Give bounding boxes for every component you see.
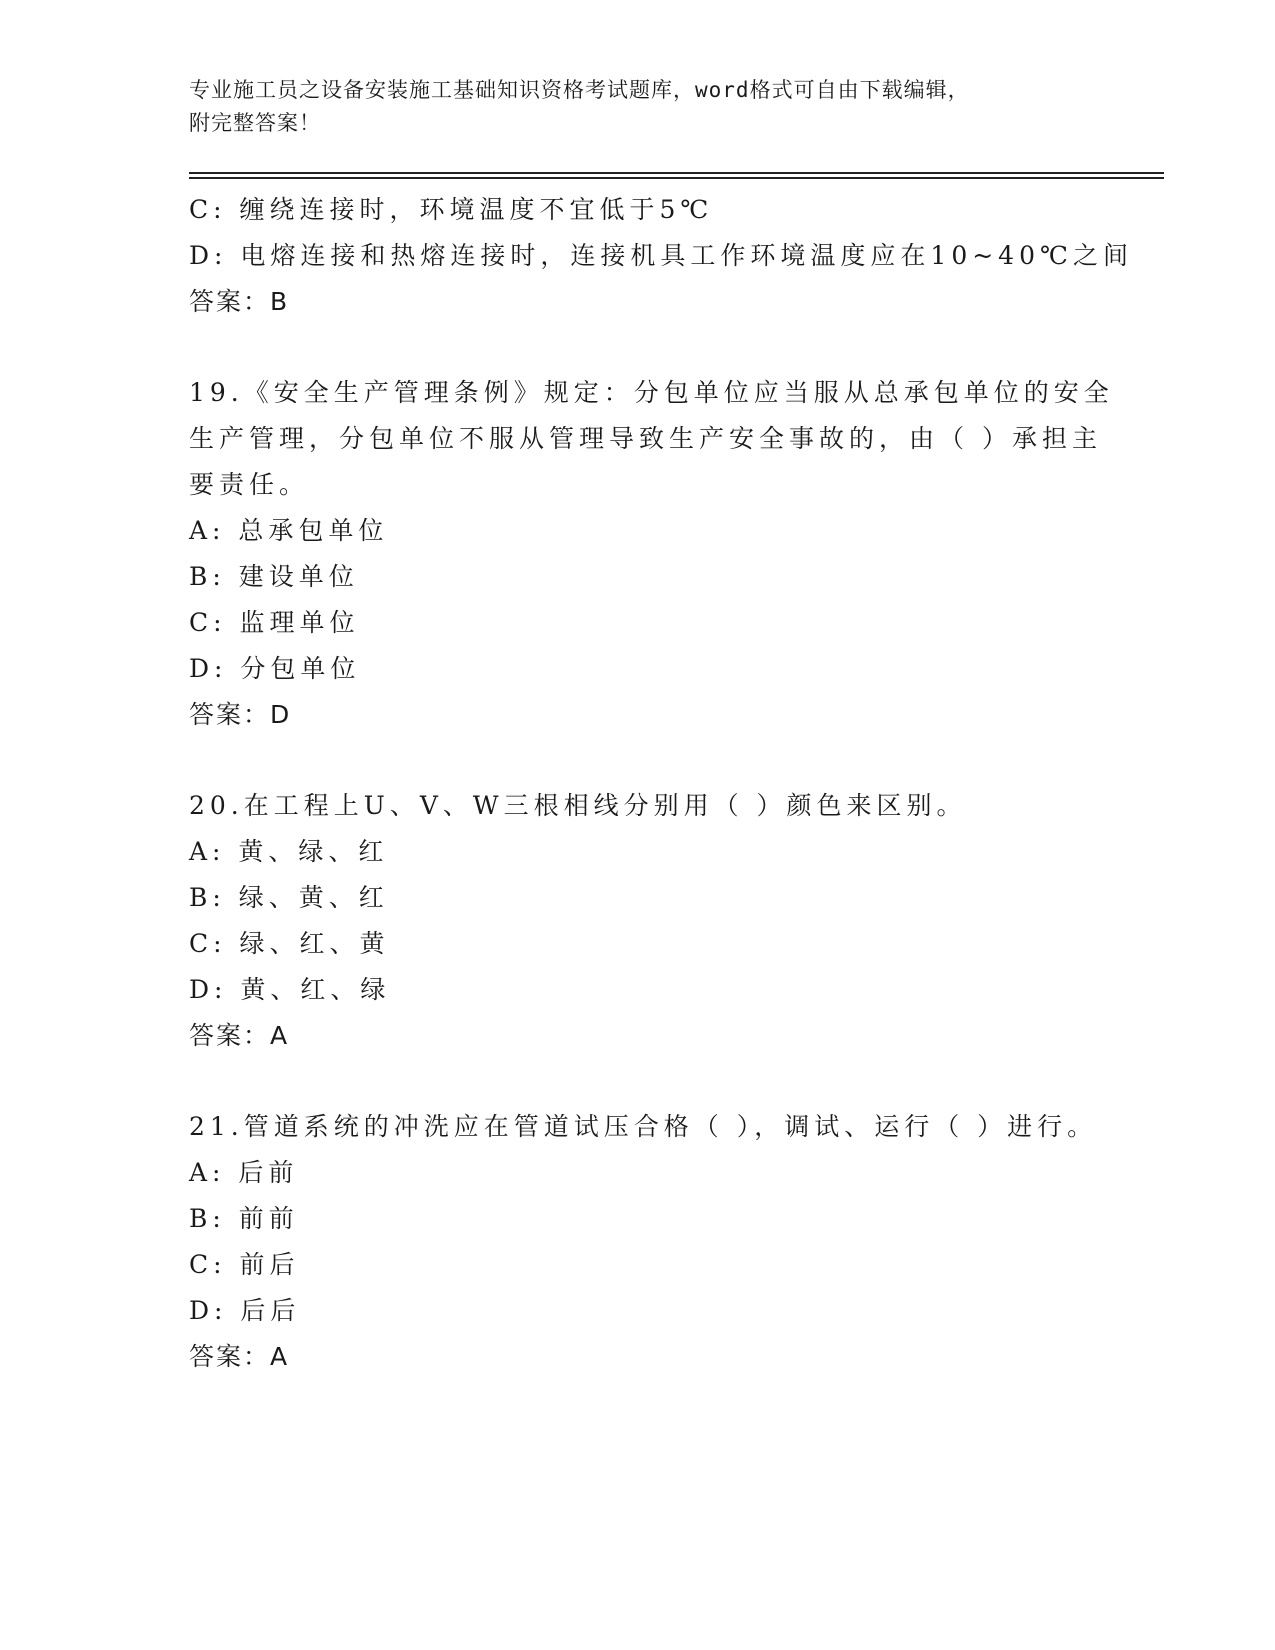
option-a: A: 总承包单位 <box>189 516 389 545</box>
question-21 <box>189 1104 1149 1380</box>
header-line-1: 专业施工员之设备安装施工基础知识资格考试题库，word格式可自由下载编辑， <box>189 78 970 102</box>
question-text-line: 生产管理，分包单位不服从管理导致生产安全事故的，由（ ）承担主 <box>189 424 1102 453</box>
question-text-line: 21.管道系统的冲洗应在管道试压合格（ ），调试、运行（ ）进行。 <box>189 1112 1098 1141</box>
option-c: C: 前后 <box>189 1250 300 1279</box>
option-b: B: 建设单位 <box>189 562 359 591</box>
answer: 答案：A <box>189 1021 290 1050</box>
answer: 答案：B <box>189 287 290 316</box>
option-d: D: 后后 <box>189 1296 301 1325</box>
option-a: A: 后前 <box>189 1158 299 1187</box>
header-divider-bottom <box>189 177 1164 179</box>
question-19 <box>189 370 1149 738</box>
question-20 <box>189 783 1149 1059</box>
header-divider-top <box>189 172 1164 174</box>
option-d: D: 电熔连接和热熔连接时，连接机具工作环境温度应在10~40℃之间 <box>189 241 1133 270</box>
option-d: D: 黄、红、绿 <box>189 975 391 1004</box>
answer: 答案：A <box>189 1342 290 1371</box>
option-a: A: 黄、绿、红 <box>189 837 389 866</box>
question-text-line: 19.《安全生产管理条例》规定：分包单位应当服从总承包单位的安全 <box>189 378 1114 407</box>
previous-question-block <box>189 187 1149 325</box>
option-c: C: 绿、红、黄 <box>189 929 390 958</box>
question-content <box>189 187 1149 1380</box>
answer: 答案：D <box>189 700 292 729</box>
option-b: B: 绿、黄、红 <box>189 883 389 912</box>
option-d: D: 分包单位 <box>189 654 361 683</box>
document-header <box>189 74 1089 140</box>
question-text-line: 20.在工程上U、V、W三根相线分别用（ ）颜色来区别。 <box>189 791 967 820</box>
question-text-line: 要责任。 <box>189 470 310 499</box>
option-c: C: 监理单位 <box>189 608 360 637</box>
option-c: C: 缠绕连接时，环境温度不宜低于5℃ <box>189 195 714 224</box>
option-b: B: 前前 <box>189 1204 299 1233</box>
header-line-2: 附完整答案！ <box>189 111 321 135</box>
